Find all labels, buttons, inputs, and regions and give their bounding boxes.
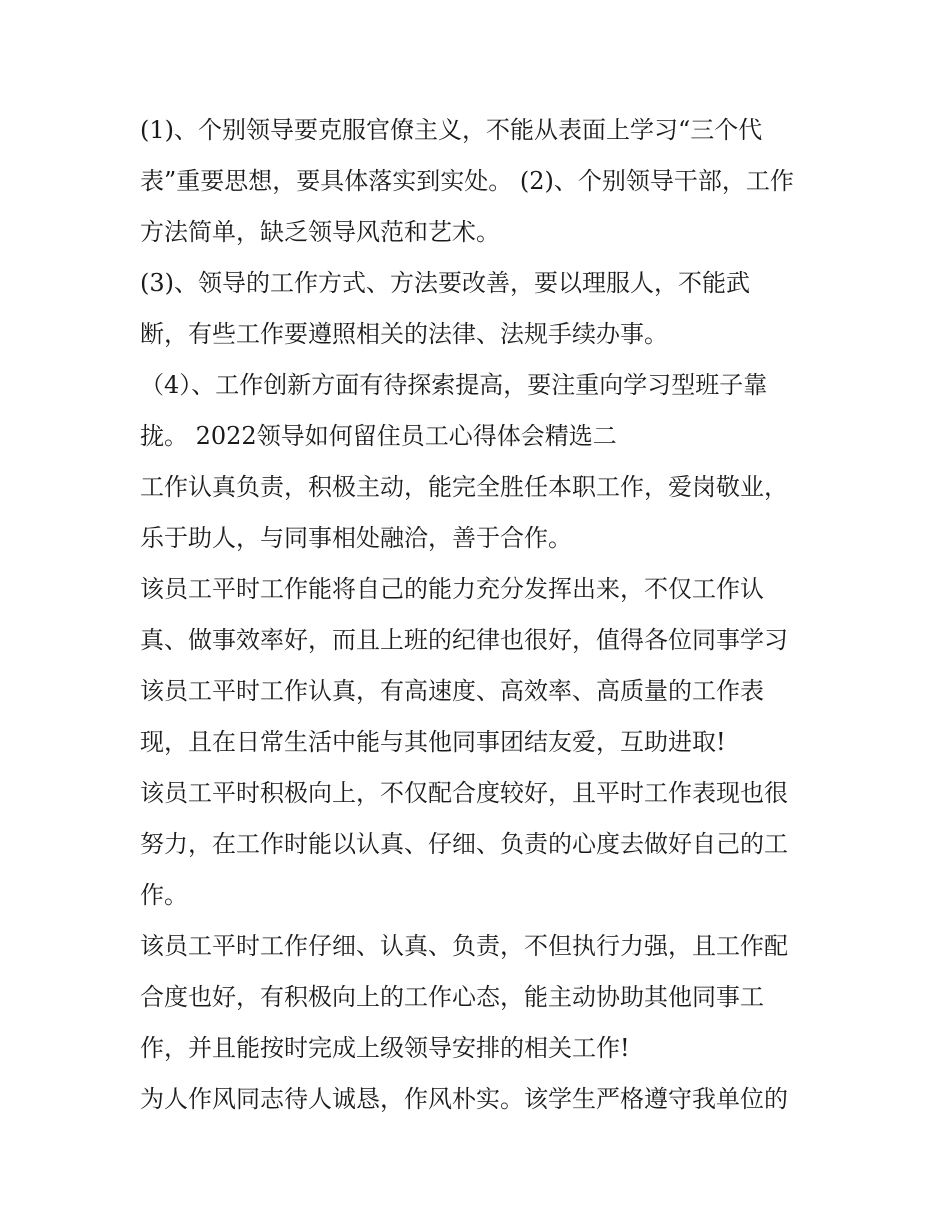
text-line: 努力，在工作时能以认真、仔细、负责的心度去做好自己的工 — [140, 830, 788, 858]
text-line: 表”重要思想，要具体落实到实处。 (2)、个别领导干部，工作 — [140, 167, 794, 195]
text-line: 真、做事效率好，而且上班的纪律也很好，值得各位同事学习 — [140, 626, 788, 654]
text-line: 现，且在日常生活中能与其他同事团结友爱，互助进取! — [140, 728, 726, 756]
text-line: 工作认真负责，积极主动，能完全胜任本职工作，爱岗敬业， — [140, 473, 788, 501]
text-line: 该员工平时工作能将自己的能力充分发挥出来，不仅工作认 — [140, 575, 764, 603]
text-line: 拢。 2022领导如何留住员工心得体会精选二 — [140, 422, 617, 450]
text-line: 合度也好，有积极向上的工作心态，能主动协助其他同事工 — [140, 983, 764, 1011]
text-line: 作，并且能按时完成上级领导安排的相关工作! — [140, 1034, 630, 1062]
text-line: (1)、个别领导要克服官僚主义，不能从表面上学习“三个代 — [140, 116, 763, 144]
text-line: 该员工平时工作仔细、认真、负责，不但执行力强，且工作配 — [140, 932, 788, 960]
text-line: 断，有些工作要遵照相关的法律、法规手续办事。 — [140, 320, 668, 348]
text-line: 方法简单，缺乏领导风范和艺术。 — [140, 218, 500, 246]
text-line: （4）、工作创新方面有待探索提高，要注重向学习型班子靠 — [140, 371, 768, 399]
text-line: 该员工平时积极向上，不仅配合度较好，且平时工作表现也很 — [140, 779, 788, 807]
text-line: 为人作风同志待人诚恳，作风朴实。该学生严格遵守我单位的 — [140, 1085, 788, 1113]
text-line: (3)、领导的工作方式、方法要改善，要以理服人，不能武 — [140, 269, 750, 297]
text-line: 该员工平时工作认真，有高速度、高效率、高质量的工作表 — [140, 677, 764, 705]
text-line: 乐于助人，与同事相处融洽，善于合作。 — [140, 524, 572, 552]
text-line: 作。 — [140, 881, 188, 909]
